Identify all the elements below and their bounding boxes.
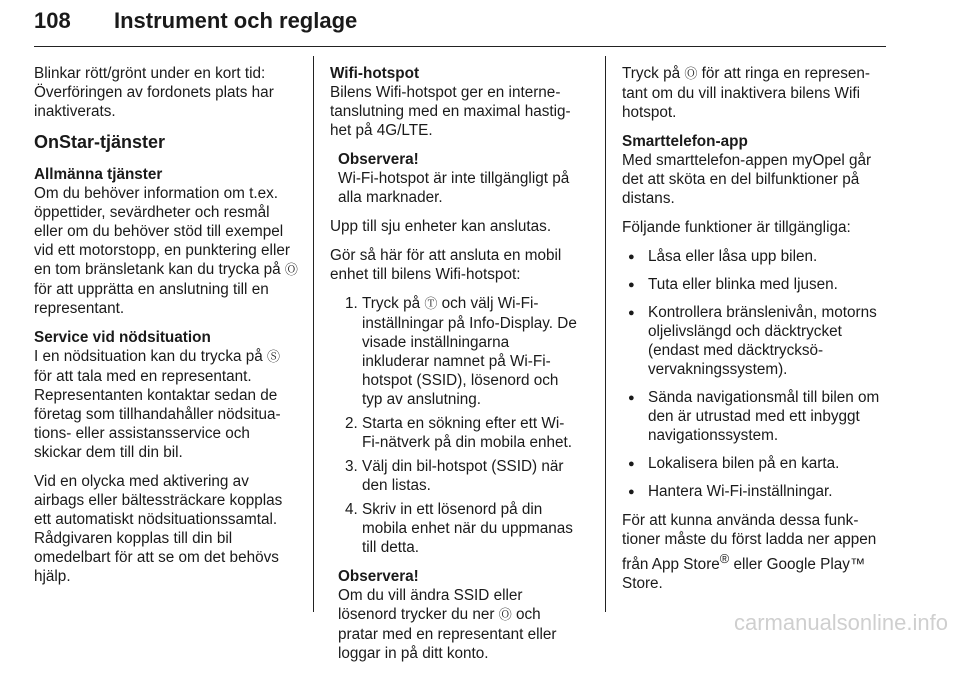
list-item: ● Sända navigationsmål till bilen om den är utrustad med ett inbyggt navigationssystem. [648, 388, 890, 445]
step-item: 1. Tryck på Ⓣ och välj Wi-Fi-inställningar på Info-Display. De visade inställningarna inkluderar namnet på Wi-Fi-hotspot (SSID), lösenord och typ av anslutning. [362, 294, 580, 409]
note-text: Om du vill ändra SSID eller lösenord trycker du ner Ⓞ och pratar med en representant eller loggar in på ditt konto. [338, 587, 557, 662]
column-divider [605, 56, 606, 612]
page-header [34, 6, 886, 47]
functions-list [622, 247, 890, 501]
download-app-text: För att kunna använda dessa funktioner måste du först ladda ner appen från App Store® eller Google Play™ Store. [622, 512, 877, 593]
emergency-text: I en nödsituation kan du trycka på Ⓢ för att tala med en representant. Representanten kontaktar sedan de företag som tillhandahåller nödsituations- eller assistansservice och skickar dem till din bil. [34, 348, 281, 461]
step-item: 4. Skriv in ett lösenord på din mobila enhet när du uppmanas till detta. [362, 500, 580, 557]
onstar-service-icon: Ⓞ [684, 67, 698, 82]
location-status-text: Blinkar rött/grönt under en kort tid: Överföringen av fordonets plats har inaktiverats. [34, 65, 274, 120]
column-divider [313, 56, 314, 612]
list-item: ● Tuta eller blinka med ljusen. [648, 275, 890, 294]
onstar-service-icon: Ⓞ [284, 263, 298, 278]
page-number: 108 [34, 8, 71, 33]
wifi-hotspot-text: Bilens Wifi-hotspot ger en internetanslutning med en maximal hastighet på 4G/LTE. [330, 84, 571, 139]
column-right [622, 64, 890, 603]
connection-steps [330, 294, 580, 557]
column-left [34, 64, 300, 596]
note-title: Observera! [338, 568, 419, 585]
note-text: Wi-Fi-hotspot är inte tillgängligt på alla marknader. [338, 170, 570, 206]
note-box [338, 150, 580, 207]
chapter-title: Instrument och reglage [114, 8, 358, 33]
devices-text: Upp till sju enheter kan anslutas. [330, 218, 552, 235]
registered-mark: ® [719, 551, 730, 566]
smartphone-app-text: Med smarttelefon-appen myOpel går det att sköta en del bilfunktioner på distans. [622, 152, 872, 207]
general-services-title: Allmänna tjänster [34, 166, 163, 183]
general-services-text: Om du behöver information om t.ex. öppettider, sevärdheter och resmål eller om du behöver stöd till exempel vid ett motorstopp, en punktering eller en tom bränsletank kan du trycka på Ⓞ för att upprätta en anslutning till en representant. [34, 185, 298, 317]
step-item: 2. Starta en sökning efter ett Wi-Fi-nätverk på din mobila enhet. [362, 414, 580, 452]
column-middle [330, 64, 580, 673]
emergency-icon: Ⓢ [267, 350, 281, 365]
howto-text: Gör så här för att ansluta en mobil enhet till bilens Wifi-hotspot: [330, 247, 562, 283]
watermark: carmanualsonline.info [733, 610, 948, 635]
list-item: ● Hantera Wi-Fi-inställningar. [648, 482, 890, 501]
list-item: ● Lokalisera bilen på en karta. [648, 454, 890, 473]
wifi-hotspot-title: Wifi-hotspot [330, 65, 420, 82]
step-item: 3. Välj din bil-hotspot (SSID) när den listas. [362, 457, 580, 495]
functions-intro: Följande funktioner är tillgängliga: [622, 219, 851, 236]
list-item: ● Kontrollera bränslenivån, motorns oljelivslängd och däcktrycket (endast med däcktrycksövervakningssystem). [648, 303, 890, 379]
deactivate-wifi-text: Tryck på Ⓞ för att ringa en representant om du vill inaktivera bilens Wifi hotspot. [622, 65, 870, 121]
note-title: Observera! [338, 151, 419, 168]
smartphone-app-title: Smarttelefon-app [622, 133, 748, 150]
onstar-tap-icon: Ⓣ [424, 297, 438, 312]
onstar-service-icon: Ⓞ [498, 608, 512, 623]
note-box [338, 567, 580, 663]
section-title: OnStar-tjänster [34, 132, 166, 152]
list-item: ● Låsa eller låsa upp bilen. [648, 247, 890, 266]
crash-response-text: Vid en olycka med aktivering av airbags eller bältessträckare kopplas ett automatiskt nödsituationssamtal. Rådgivaren kopplas till din bil omedelbart för att se om det behövs hjälp. [34, 473, 283, 585]
emergency-title: Service vid nödsituation [34, 329, 211, 346]
